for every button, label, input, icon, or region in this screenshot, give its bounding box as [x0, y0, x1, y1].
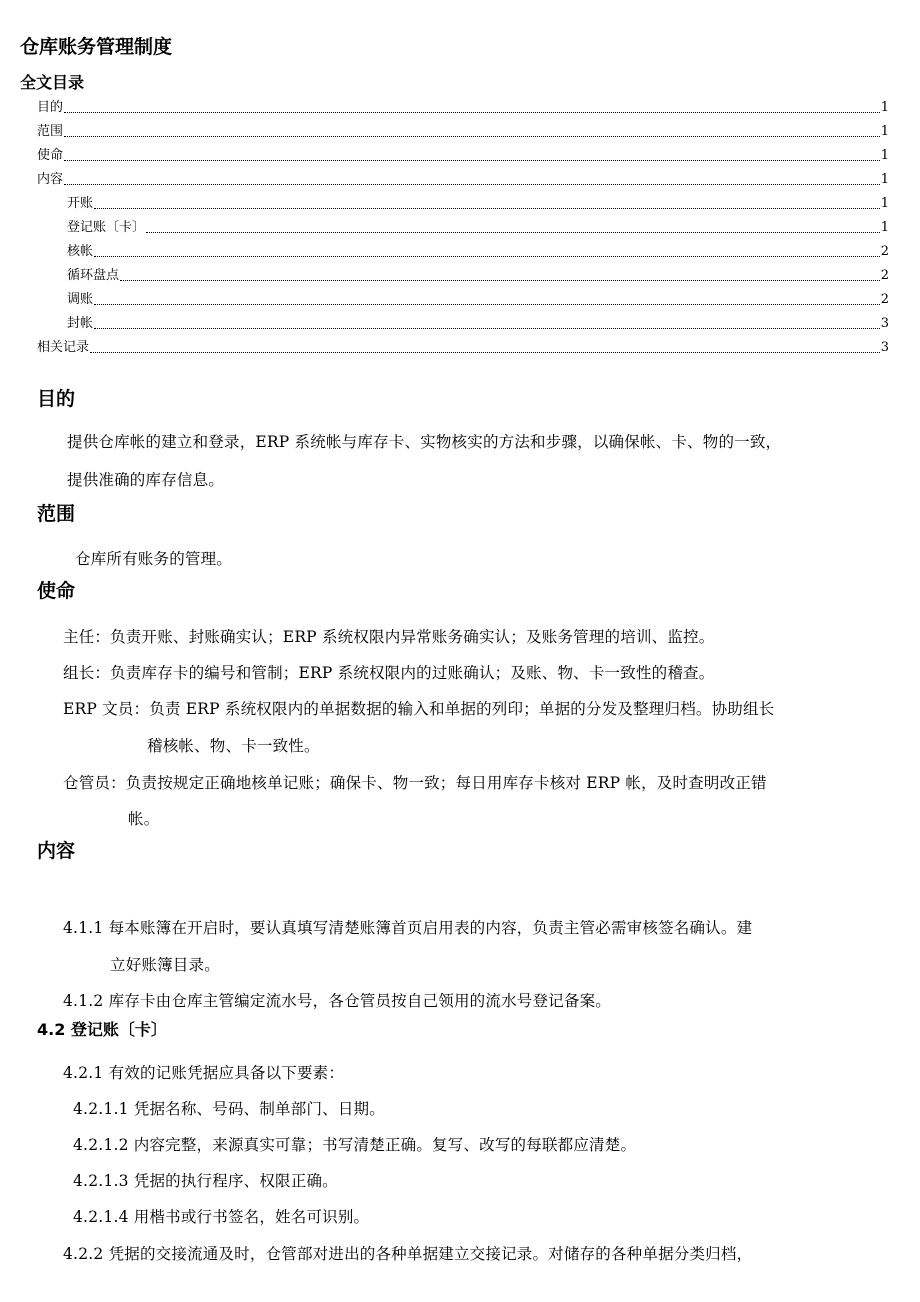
toc-entry-label: 使命: [37, 148, 64, 163]
toc-title: 全文目录: [20, 73, 85, 92]
mission-director: 主任：负责开账、封账确实认；ERP 系统权限内异常账务确实认；及账务管理的培训、监控。: [63, 628, 715, 646]
mission-clerk-line-1: ERP 文员：负责 ERP 系统权限内的单据数据的输入和单据的列印；单据的分发及整理归档。协助组长: [63, 700, 775, 718]
toc-entry-related-records[interactable]: [37, 337, 889, 357]
purpose-text-line-2: 提供准确的库存信息。: [67, 471, 225, 489]
mission-keeper-line-2: 帐。: [128, 810, 160, 828]
section-heading-content: 内容: [37, 840, 76, 862]
toc-entry-content[interactable]: [37, 169, 889, 189]
toc-entry-scope[interactable]: [37, 121, 889, 141]
toc-page-number: 2: [880, 268, 889, 283]
content-4-2-1: 4.2.1 有效的记账凭据应具备以下要素：: [63, 1064, 345, 1082]
content-4-2-1-1: 4.2.1.1 凭据名称、号码、制单部门、日期。: [73, 1100, 385, 1118]
toc-entry-adjust-account[interactable]: [67, 289, 889, 309]
mission-leader: 组长：负责库存卡的编号和管制；ERP 系统权限内的过账确认；及账、物、卡一致性的稽查。: [63, 664, 715, 682]
toc-entry-label: 调账: [67, 292, 94, 307]
mission-keeper-line-1: 仓管员：负责按规定正确地核单记账；确保卡、物一致；每日用库存卡核对 ERP 帐，及时查明改正错: [63, 774, 767, 792]
content-4-2-1-2: 4.2.1.2 内容完整，来源真实可靠；书写清楚正确。复写、改写的每联都应清楚。: [73, 1136, 637, 1154]
content-4-1-1-line-2: 立好账簿目录。: [110, 956, 220, 974]
toc-dot-leader: [64, 160, 880, 161]
toc-entry-label: 目的: [37, 100, 64, 115]
mission-clerk-line-2: 稽核帐、物、卡一致性。: [147, 737, 320, 755]
toc-dot-leader: [94, 304, 880, 305]
purpose-text-line-1: 提供仓库帐的建立和登录，ERP 系统帐与库存卡、实物核实的方法和步骤，以确保帐、卡、物的一致，: [67, 433, 782, 451]
toc-entry-label: 开账: [67, 196, 94, 211]
toc-entry-label: 相关记录: [37, 340, 90, 355]
content-4-2-1-3: 4.2.1.3 凭据的执行程序、权限正确。: [73, 1172, 338, 1190]
toc-page-number: 2: [880, 244, 889, 259]
content-4-2-2: 4.2.2 凭据的交接流通及时，仓管部对进出的各种单据建立交接记录。对储存的各种单据分类归档，: [63, 1245, 753, 1263]
content-4-2-1-4: 4.2.1.4 用楷书或行书签名，姓名可识别。: [73, 1208, 370, 1226]
toc-entry-label: 循环盘点: [67, 268, 120, 283]
toc-page-number: 1: [880, 124, 889, 139]
toc-dot-leader: [120, 280, 880, 281]
section-heading-scope: 范围: [37, 503, 76, 525]
section-heading-purpose: 目的: [37, 388, 76, 410]
content-4-1-1-line-1: 4.1.1 每本账簿在开启时，要认真填写清楚账簿首页启用表的内容，负责主管必需审核签名确认。建: [63, 919, 753, 937]
toc-entry-label: 封帐: [67, 316, 94, 331]
toc-page-number: 1: [880, 220, 889, 235]
toc-dot-leader: [146, 232, 880, 233]
toc-page-number: 3: [880, 316, 889, 331]
subsection-heading-4-2: 4.2 登记账〔卡〕: [37, 1020, 167, 1039]
toc-entry-verify-account[interactable]: [67, 241, 889, 261]
toc-entry-label: 内容: [37, 172, 64, 187]
toc-dot-leader: [64, 136, 880, 137]
section-heading-mission: 使命: [37, 580, 76, 602]
toc-dot-leader: [90, 352, 880, 353]
toc-entry-register-account[interactable]: [67, 217, 889, 237]
toc-page-number: 1: [880, 196, 889, 211]
toc-page-number: 1: [880, 148, 889, 163]
document-title: 仓库账务管理制度: [20, 36, 173, 58]
toc-entry-label: 范围: [37, 124, 64, 139]
toc-dot-leader: [64, 184, 880, 185]
toc-entry-label: 登记账〔卡〕: [67, 220, 146, 235]
toc-entry-close-account[interactable]: [67, 313, 889, 333]
toc-entry-mission[interactable]: [37, 145, 889, 165]
toc-page-number: 2: [880, 292, 889, 307]
toc-dot-leader: [94, 208, 880, 209]
toc-entry-open-account[interactable]: [67, 193, 889, 213]
content-4-1-2: 4.1.2 库存卡由仓库主管编定流水号，各仓管员按自己领用的流水号登记备案。: [63, 992, 611, 1010]
scope-text: 仓库所有账务的管理。: [75, 550, 233, 568]
toc-dot-leader: [64, 112, 880, 113]
toc-page-number: 1: [880, 172, 889, 187]
toc-page-number: 3: [880, 340, 889, 355]
toc-dot-leader: [94, 256, 880, 257]
toc-dot-leader: [94, 328, 880, 329]
toc-entry-label: 核帐: [67, 244, 94, 259]
toc-entry-purpose[interactable]: [37, 97, 889, 117]
toc-page-number: 1: [880, 100, 889, 115]
toc-entry-cycle-count[interactable]: [67, 265, 889, 285]
